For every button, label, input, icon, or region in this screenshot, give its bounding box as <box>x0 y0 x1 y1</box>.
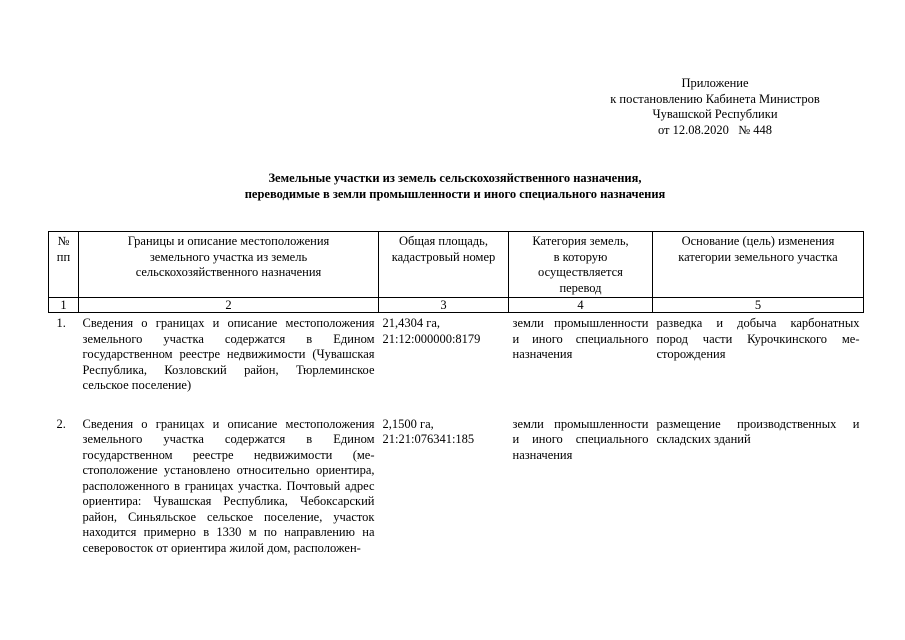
header-area: Общая площадь, кадастровый номер <box>379 232 509 298</box>
appendix-republic: Чувашской Республики <box>652 107 778 121</box>
row-area: 21,4304 га, <box>382 316 441 330</box>
appendix-label: Приложение <box>681 76 749 90</box>
row-area-cadastral <box>379 313 509 394</box>
row-number: 1. <box>56 316 66 330</box>
row-purpose: размещение производственных и складских зданий <box>656 416 860 446</box>
document-title <box>120 170 790 202</box>
appendix-date-number: от 12.08.2020 № 448 <box>657 122 773 137</box>
column-number: 1 <box>49 298 79 313</box>
row-description: Сведения о границах и описание местоположения земельного участка содержатся в Едином государственном реестре недвижимости (Чувашская Республика, Козловский район, Тюрлеминское сельское поселение) <box>82 316 375 392</box>
column-number: 3 <box>379 298 509 313</box>
row-area: 2,1500 га, <box>382 416 434 431</box>
column-number: 5 <box>653 298 864 313</box>
document-title-line-1: Земельные участки из земель сельскохозяйственного назначения, <box>268 171 642 185</box>
row-spacer <box>49 394 864 414</box>
row-cadastral-number: 21:12:000000:8179 <box>382 331 481 346</box>
table-row <box>49 313 864 394</box>
row-category: земли промышленности и иного специального назначения <box>512 416 649 462</box>
row-category: земли промышленности и иного специального назначения <box>512 316 649 361</box>
column-numbers-row <box>49 298 864 313</box>
row-description: Сведения о границах и описание местоположения земельного участка содержатся в Едином государственном реестре недвижимости (местоположение установлено относительно ориентира, расположенного в границах участка. Почтовый адрес ориентира: Чувашская Республика, Чебоксарский район, Синьяльское сельское поселение, участок находится примерно в 1330 м по направлению на северовосток от ориентира жилой дом, расположен- <box>82 416 375 555</box>
header-purpose: Основание (цель) изменения категории земельного участка <box>653 232 864 298</box>
document-title-line-2: переводимые в земли промышленности и иного специального назначения <box>244 187 666 201</box>
row-purpose: разведка и добыча карбонатных пород части Курочкинского месторождения <box>656 316 860 361</box>
table-row <box>49 414 864 557</box>
column-number: 4 <box>509 298 653 313</box>
row-cadastral-number: 21:21:076341:185 <box>382 432 475 446</box>
column-number: 2 <box>79 298 379 313</box>
row-area-cadastral <box>379 414 509 557</box>
header-boundaries: Границы и описание местоположения земельного участка из земель сельскохозяйственного назначения <box>79 232 379 298</box>
row-number: 2. <box>56 416 66 431</box>
land-plots-table <box>48 231 864 556</box>
appendix-decree-ref: к постановлению Кабинета Министров <box>610 91 820 106</box>
appendix-header <box>560 76 870 138</box>
header-number: № пп <box>49 232 79 298</box>
table-header-row <box>49 232 864 298</box>
header-category: Категория земель, в которую осуществляется перевод <box>509 232 653 298</box>
